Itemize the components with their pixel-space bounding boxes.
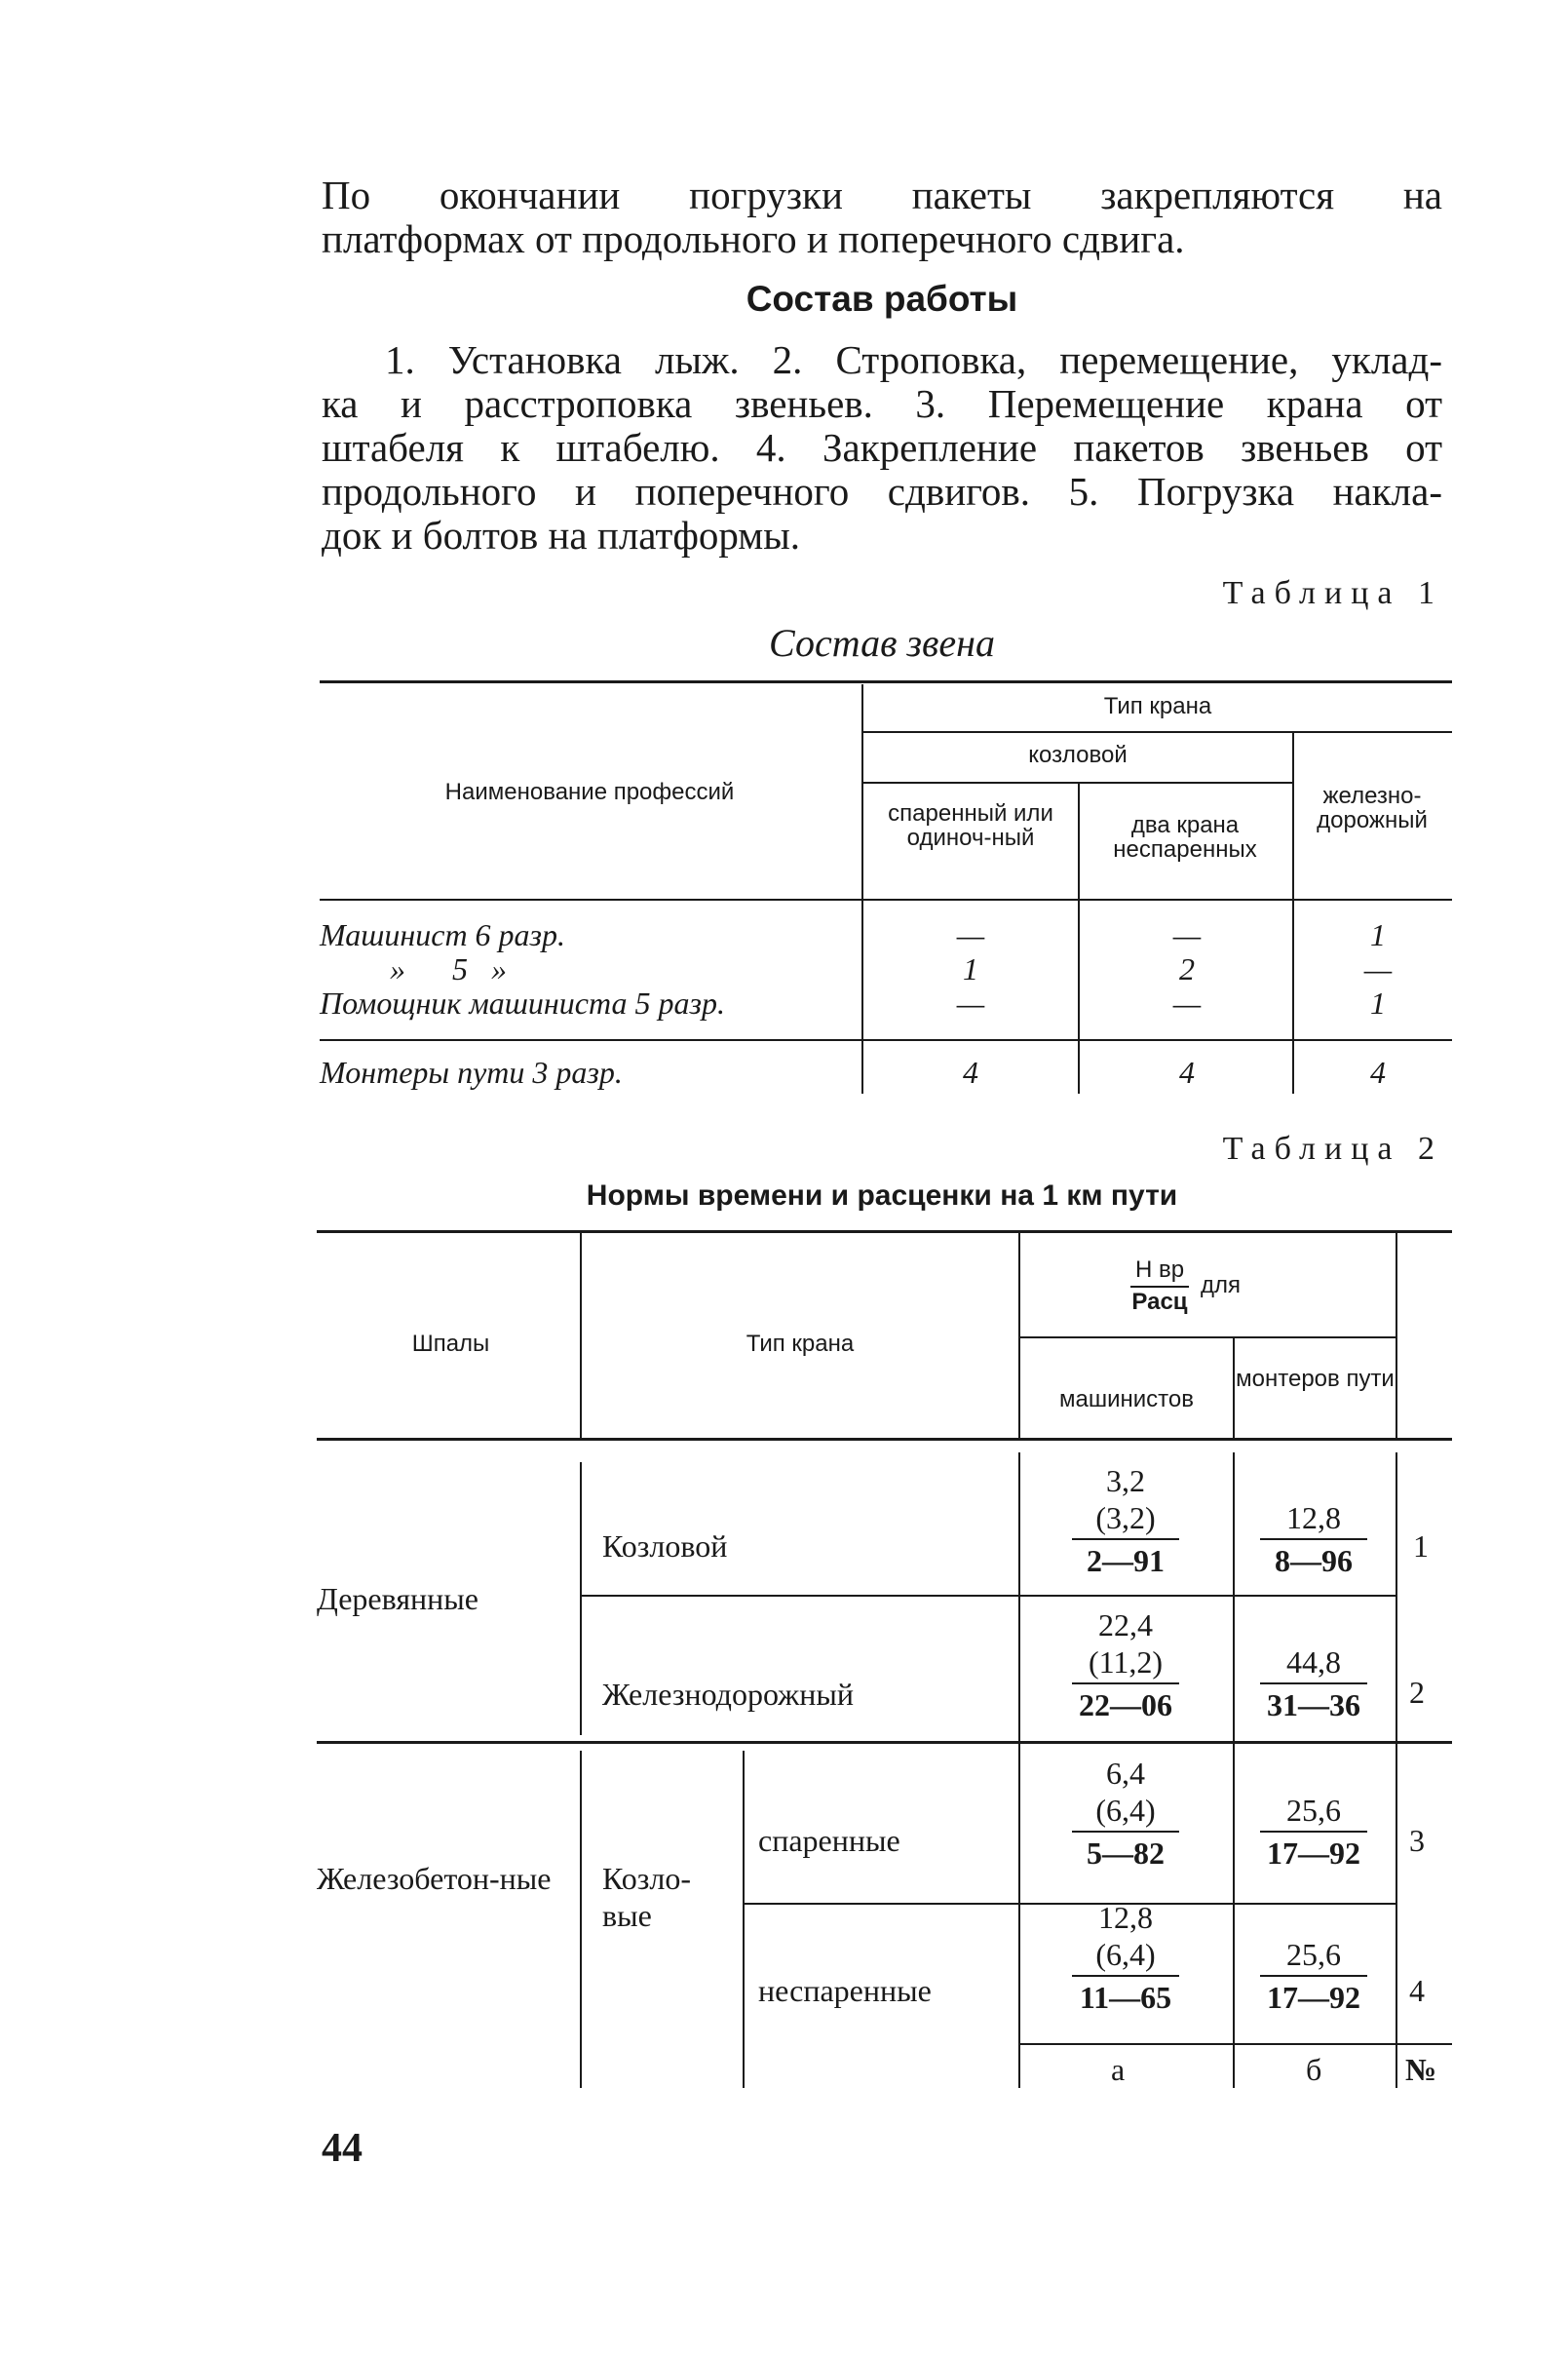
table1-label: Таблица 1 bbox=[1222, 575, 1443, 611]
table1-divider bbox=[1292, 901, 1294, 1039]
table1-row-name: Монтеры пути 3 разр. bbox=[320, 1055, 623, 1090]
table2-sleepers-header: Шпалы bbox=[411, 1331, 490, 1357]
table1-title: Состав звена bbox=[768, 621, 995, 665]
table2-track-value bbox=[1241, 1643, 1387, 1723]
table2-track-value bbox=[1241, 1499, 1387, 1579]
table1-cell: 4 bbox=[1370, 1055, 1386, 1090]
table2-rule bbox=[1020, 2043, 1452, 2045]
table2-sleeper-concrete: Железобетон-ные bbox=[317, 1861, 552, 1896]
fraction-bar bbox=[1260, 1682, 1367, 1684]
table1-top-rule bbox=[320, 680, 1452, 683]
table2-operators-header: машинистов bbox=[1059, 1386, 1194, 1412]
value-top: 25,6 bbox=[1286, 1937, 1341, 1972]
table2-rule bbox=[1020, 1336, 1396, 1338]
work-step-line: штабеля к штабелю. 4. Закрепление пакетов звеньев от bbox=[322, 425, 1442, 470]
table1-cell: — bbox=[1172, 917, 1202, 952]
value-top: 6,4 bbox=[1106, 1756, 1145, 1791]
fraction-bar bbox=[1072, 1831, 1179, 1833]
value-top: 22,4 bbox=[1098, 1607, 1153, 1642]
table2-row-number: 2 bbox=[1409, 1675, 1425, 1710]
table1-rule bbox=[320, 1039, 1452, 1041]
table2-label: Таблица 2 bbox=[1222, 1131, 1443, 1167]
table2-divider bbox=[580, 1462, 582, 1735]
fraction-bar bbox=[1072, 1538, 1179, 1540]
value-top: 12,8 bbox=[1098, 1900, 1153, 1935]
table1-divider bbox=[1292, 1041, 1294, 1094]
table2-row-number: 3 bbox=[1409, 1823, 1425, 1858]
table1-cell: 1 bbox=[963, 951, 978, 986]
table1-profession-header: Наименование профессий bbox=[444, 779, 735, 805]
value-top: 12,8 bbox=[1286, 1500, 1341, 1535]
table1-divider bbox=[1292, 733, 1294, 899]
value-bottom: 2—91 bbox=[1087, 1543, 1165, 1578]
table2-divider bbox=[1233, 1452, 1235, 2088]
fraction-bar bbox=[1260, 1975, 1367, 1977]
table2-crane: неспаренные bbox=[758, 1973, 932, 2008]
intro-line: платформах от продольного и поперечного сдвига. bbox=[322, 216, 1185, 261]
table2-norm-bottom: Расц bbox=[1131, 1289, 1188, 1315]
table1-cell: 1 bbox=[1370, 985, 1386, 1021]
table2-track-value bbox=[1241, 1936, 1387, 2016]
table1-divider bbox=[861, 901, 863, 1039]
table2-crane: спаренные bbox=[758, 1823, 900, 1858]
value-bottom: 17—92 bbox=[1267, 1835, 1360, 1871]
work-step-line: док и болтов на платформы. bbox=[322, 513, 801, 558]
table2-norm-for: для bbox=[1201, 1272, 1242, 1298]
table2-footer-b: б bbox=[1306, 2052, 1322, 2087]
work-steps-paragraph bbox=[322, 338, 1442, 558]
value-top: 25,6 bbox=[1286, 1793, 1341, 1828]
table2-divider bbox=[743, 1751, 745, 2088]
table1-cell: — bbox=[956, 985, 985, 1021]
table1-gantry-header: козловой bbox=[1028, 742, 1128, 768]
table2-crane: Козловой bbox=[602, 1528, 728, 1564]
table1-rule bbox=[863, 731, 1452, 733]
table1-cell: 1 bbox=[1370, 917, 1386, 952]
table1-header-rule bbox=[320, 899, 1452, 901]
value-bottom: 31—36 bbox=[1267, 1687, 1360, 1722]
value-mid: (6,4) bbox=[1095, 1937, 1156, 1972]
value-mid: (6,4) bbox=[1095, 1793, 1156, 1828]
table2-row-number: 4 bbox=[1409, 1973, 1425, 2008]
work-step-line: продольного и поперечного сдвигов. 5. Погрузка накла- bbox=[322, 469, 1442, 514]
table2-norm-top: Н вр bbox=[1134, 1256, 1185, 1283]
table2-operators-value bbox=[1052, 1755, 1199, 1872]
table2-divider bbox=[1396, 1452, 1397, 2088]
table1-divider bbox=[1078, 1041, 1080, 1094]
table1-divider bbox=[861, 1041, 863, 1094]
table1-cell: — bbox=[1363, 951, 1393, 986]
table2-footer-a: а bbox=[1111, 2052, 1126, 2087]
table2-divider bbox=[1396, 1233, 1397, 1438]
work-step-line: 1. Установка лыж. 2. Строповка, перемещение, уклад- bbox=[385, 337, 1442, 382]
table2-divider bbox=[580, 1751, 582, 2088]
fraction-bar bbox=[1260, 1831, 1367, 1833]
value-bottom: 17—92 bbox=[1267, 1980, 1360, 2015]
page-number: 44 bbox=[322, 2126, 363, 2171]
fraction-bar bbox=[1072, 1975, 1179, 1977]
table2-track-value bbox=[1241, 1792, 1387, 1872]
table2-divider bbox=[1018, 1452, 1020, 2088]
fraction-bar bbox=[1072, 1682, 1179, 1684]
table1-two-cranes-header: два крана неспаренных bbox=[1113, 812, 1257, 863]
table2-track-workers-header: монтеров пути bbox=[1236, 1366, 1395, 1392]
table1-row-name: Машинист 6 разр. bbox=[320, 917, 566, 952]
table1-paired-header: спаренный или одиноч-ный bbox=[888, 800, 1053, 851]
table1-cell: 4 bbox=[1179, 1055, 1195, 1090]
value-mid: (11,2) bbox=[1088, 1644, 1164, 1680]
table1-crane-type-header: Тип крана bbox=[1103, 693, 1212, 719]
table2-crane: Железнодорожный bbox=[602, 1677, 854, 1712]
table2-operators-value bbox=[1052, 1899, 1199, 2016]
table1-row-name: » 5 » bbox=[390, 951, 507, 986]
table2-title: Нормы времени и расценки на 1 км пути bbox=[586, 1179, 1178, 1212]
table2-row-number: 1 bbox=[1413, 1528, 1429, 1564]
table1-cell: — bbox=[956, 917, 985, 952]
table2-rule bbox=[582, 1595, 1396, 1597]
table1-cell: 4 bbox=[963, 1055, 978, 1090]
table2-sleeper-wood: Деревянные bbox=[317, 1581, 478, 1616]
fraction-bar bbox=[1260, 1538, 1367, 1540]
value-mid: (3,2) bbox=[1095, 1500, 1156, 1535]
value-bottom: 8—96 bbox=[1275, 1543, 1353, 1578]
table1-cell: — bbox=[1172, 985, 1202, 1021]
table1-row-name: Помощник машиниста 5 разр. bbox=[320, 985, 725, 1021]
value-bottom: 5—82 bbox=[1087, 1835, 1165, 1871]
table2-operators-value bbox=[1052, 1462, 1199, 1579]
value-bottom: 11—65 bbox=[1079, 1980, 1172, 2015]
table2-footer-no: № bbox=[1405, 2052, 1437, 2087]
table2-crane-gantry-plural: Козло-вые bbox=[602, 1861, 692, 1933]
value-bottom: 22—06 bbox=[1079, 1687, 1172, 1722]
table1-railway-header: железно-дорожный bbox=[1317, 783, 1428, 833]
work-step-line: ка и расстроповка звеньев. 3. Перемещение крана от bbox=[322, 381, 1442, 426]
value-top: 44,8 bbox=[1286, 1644, 1341, 1680]
table2-norm-bar bbox=[1130, 1286, 1189, 1288]
intro-line: По окончании погрузки пакеты закрепляются на bbox=[322, 173, 1442, 217]
table1-divider bbox=[1078, 901, 1080, 1039]
table2-header-rule bbox=[317, 1438, 1452, 1441]
intro-paragraph bbox=[322, 174, 1442, 261]
table2-top-rule bbox=[317, 1230, 1452, 1233]
table2-operators-value bbox=[1052, 1606, 1199, 1723]
table2-group-rule bbox=[317, 1741, 1452, 1744]
value-top: 3,2 bbox=[1106, 1463, 1145, 1498]
table2-crane-type-header: Тип крана bbox=[746, 1331, 855, 1357]
table1-cell: 2 bbox=[1179, 951, 1195, 986]
section-title: Состав работы bbox=[746, 279, 1018, 319]
